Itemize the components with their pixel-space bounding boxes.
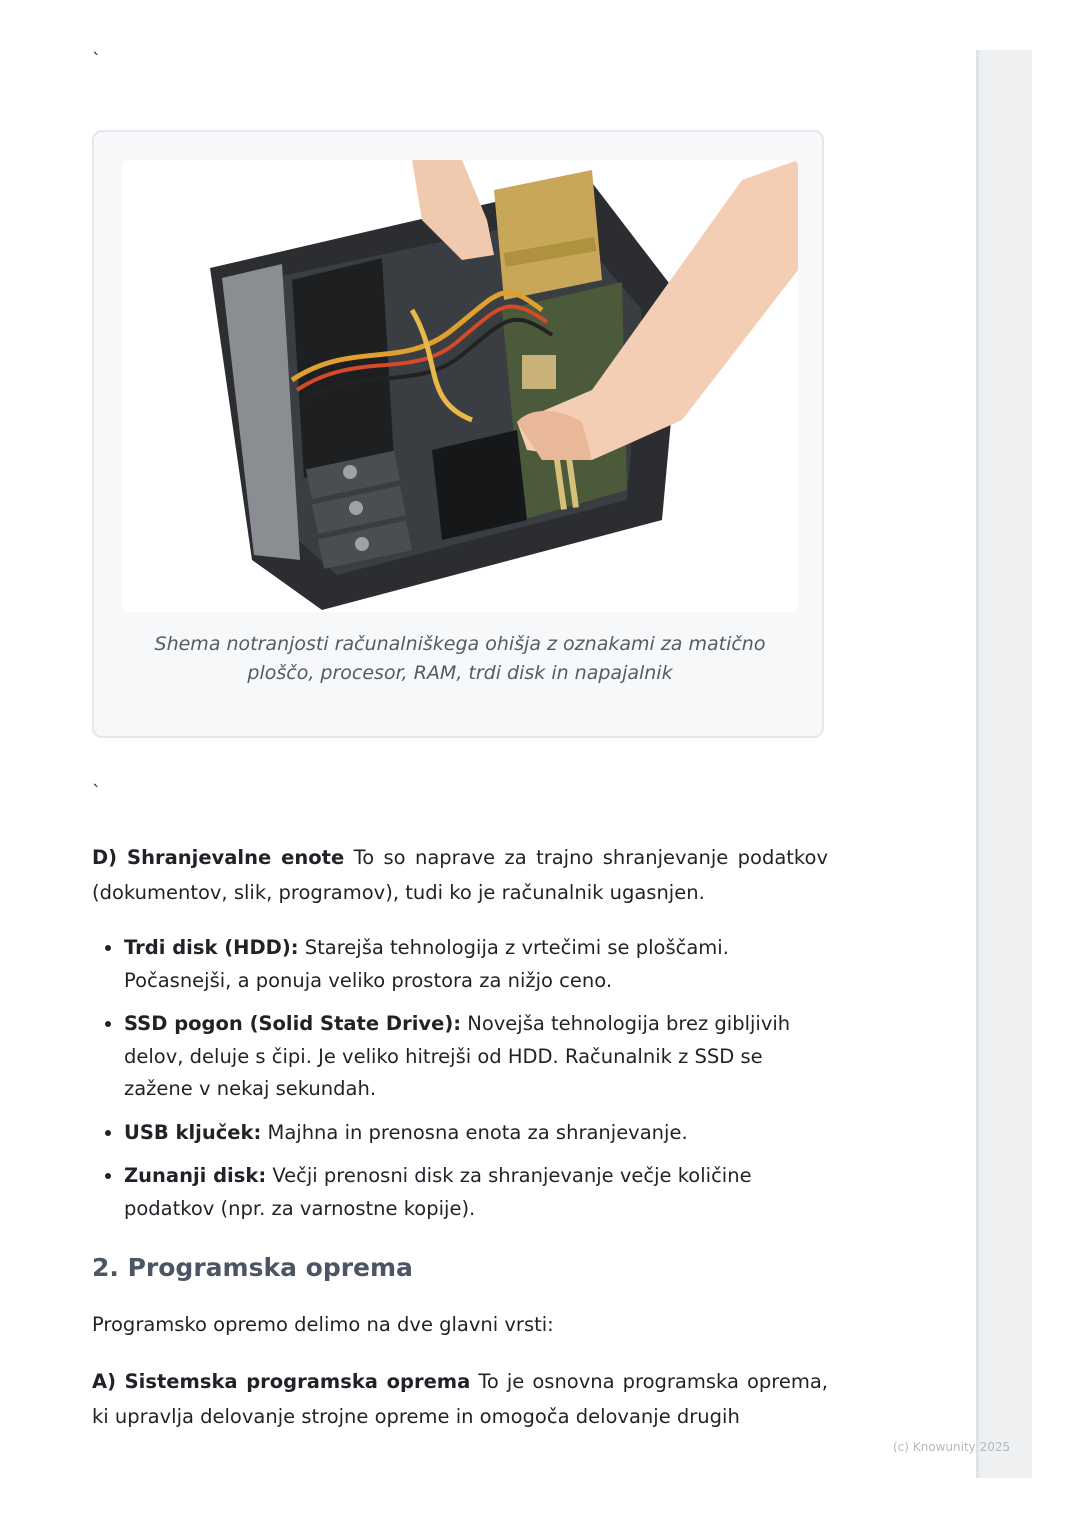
stray-mark-top: ` — [92, 50, 101, 71]
pc-case-photo — [122, 160, 798, 612]
list-item-desc: Novejša tehnologija brez gibljivih delov, deluje s čipi. Je veliko hitrejši od HDD. Računalnik z SSD se zažene v nekaj sekundah. — [124, 1012, 791, 1100]
storage-heading: D) Shranjevalne enote — [92, 846, 345, 869]
storage-list — [92, 932, 828, 1225]
system-software-heading: A) Sistemska programska oprema — [92, 1370, 471, 1393]
figure-card — [92, 130, 824, 738]
list-item-desc: Majhna in prenosna enota za shranjevanje. — [261, 1120, 688, 1144]
list-item-desc: Večji prenosni disk za shranjevanje večje količine podatkov (npr. za varnostne kopije). — [124, 1164, 752, 1220]
storage-text: To so naprave za trajno shranjevanje podatkov (dokumentov, slik, programov), tudi ko je računalnik ugasnjen. — [92, 846, 828, 904]
list-item — [124, 1160, 828, 1225]
list-item-term: Trdi disk (HDD): — [124, 936, 299, 959]
main-content — [92, 840, 828, 1434]
pc-case-illustration — [122, 160, 798, 612]
storage-paragraph — [92, 840, 828, 910]
software-intro: Programsko opremo delimo na dve glavni vrsti: — [92, 1313, 554, 1336]
list-item-desc: Starejša tehnologija z vrtečimi se ploščami. Počasnejši, a ponuja veliko prostora za nižjo ceno. — [124, 936, 729, 992]
section-title: 2. Programska oprema — [92, 1253, 413, 1282]
page-side-strip — [976, 50, 1032, 1478]
list-item-term: Zunanji disk: — [124, 1164, 267, 1187]
system-software-paragraph — [92, 1364, 828, 1434]
list-item — [124, 932, 828, 997]
system-software-text: To je osnovna programska oprema, ki upravlja delovanje strojne opreme in omogoča delovanje drugih — [92, 1370, 828, 1428]
watermark: (c) Knowunity 2025 — [893, 1440, 1011, 1454]
figure-caption: Shema notranjosti računalniškega ohišja z oznakami za matično ploščo, procesor, RAM, trdi disk in napajalnik — [154, 633, 766, 684]
list-item — [124, 1008, 828, 1106]
list-item — [124, 1117, 828, 1150]
list-item-term: SSD pogon (Solid State Drive): — [124, 1012, 462, 1035]
list-item-term: USB ključek: — [124, 1120, 262, 1144]
stray-mark-mid: ` — [92, 782, 101, 803]
